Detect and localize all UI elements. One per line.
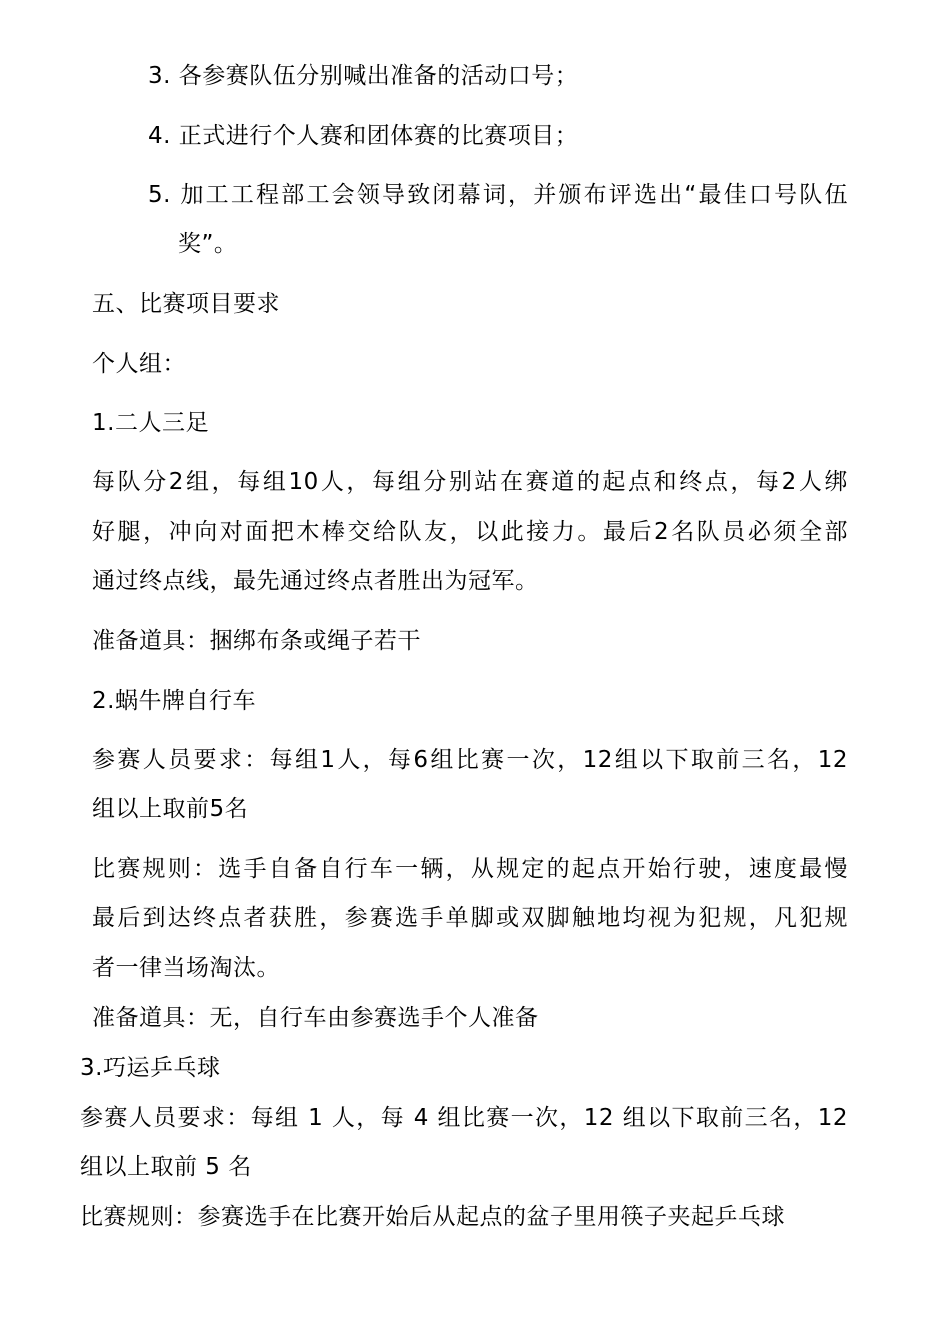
paragraph-line: 每队分2组，每组10人，每组分别站在赛道的起点和终点，每2人绑 — [92, 469, 848, 495]
paragraph-line: 好腿，冲向对面把木棒交给队友，以此接力。最后2名队员必须全部 — [92, 519, 848, 545]
paragraph-line: 参赛人员要求：每组1人，每6组比赛一次，12组以下取前三名，12 — [92, 747, 848, 773]
item-heading-3: 3.巧运乒乓球 — [80, 1055, 221, 1081]
item-heading-1: 1.二人三足 — [92, 410, 209, 436]
paragraph-line: 组以上取前 5 名 — [80, 1154, 252, 1180]
list-item-3: 3. 各参赛队伍分别喊出准备的活动口号； — [148, 63, 579, 89]
paragraph-line: 通过终点线，最先通过终点者胜出为冠军。 — [92, 568, 539, 594]
list-item-5: 5. 加工工程部工会领导致闭幕词，并颁布评选出“最佳口号队伍 — [148, 182, 848, 208]
paragraph-line: 组以上取前5名 — [92, 796, 249, 822]
item-heading-2: 2.蜗牛牌自行车 — [92, 688, 256, 714]
subsection-heading-individual: 个人组： — [92, 351, 186, 377]
paragraph-line: 者一律当场淘汰。 — [92, 955, 280, 981]
section-heading: 五、比赛项目要求 — [92, 291, 280, 317]
paragraph-line: 比赛规则：选手自备自行车一辆，从规定的起点开始行驶，速度最慢 — [92, 856, 848, 882]
paragraph-line: 最后到达终点者获胜，参赛选手单脚或双脚触地均视为犯规，凡犯规 — [92, 905, 848, 931]
paragraph-line: 比赛规则：参赛选手在比赛开始后从起点的盆子里用筷子夹起乒乓球 — [80, 1204, 785, 1230]
list-item-5-continued: 奖”。 — [178, 231, 238, 257]
props-line: 准备道具：无，自行车由参赛选手个人准备 — [92, 1005, 539, 1031]
props-line: 准备道具：捆绑布条或绳子若干 — [92, 628, 421, 654]
paragraph-line: 参赛人员要求：每组 1 人，每 4 组比赛一次，12 组以下取前三名，12 — [80, 1105, 848, 1131]
list-item-4: 4. 正式进行个人赛和团体赛的比赛项目； — [148, 123, 579, 149]
